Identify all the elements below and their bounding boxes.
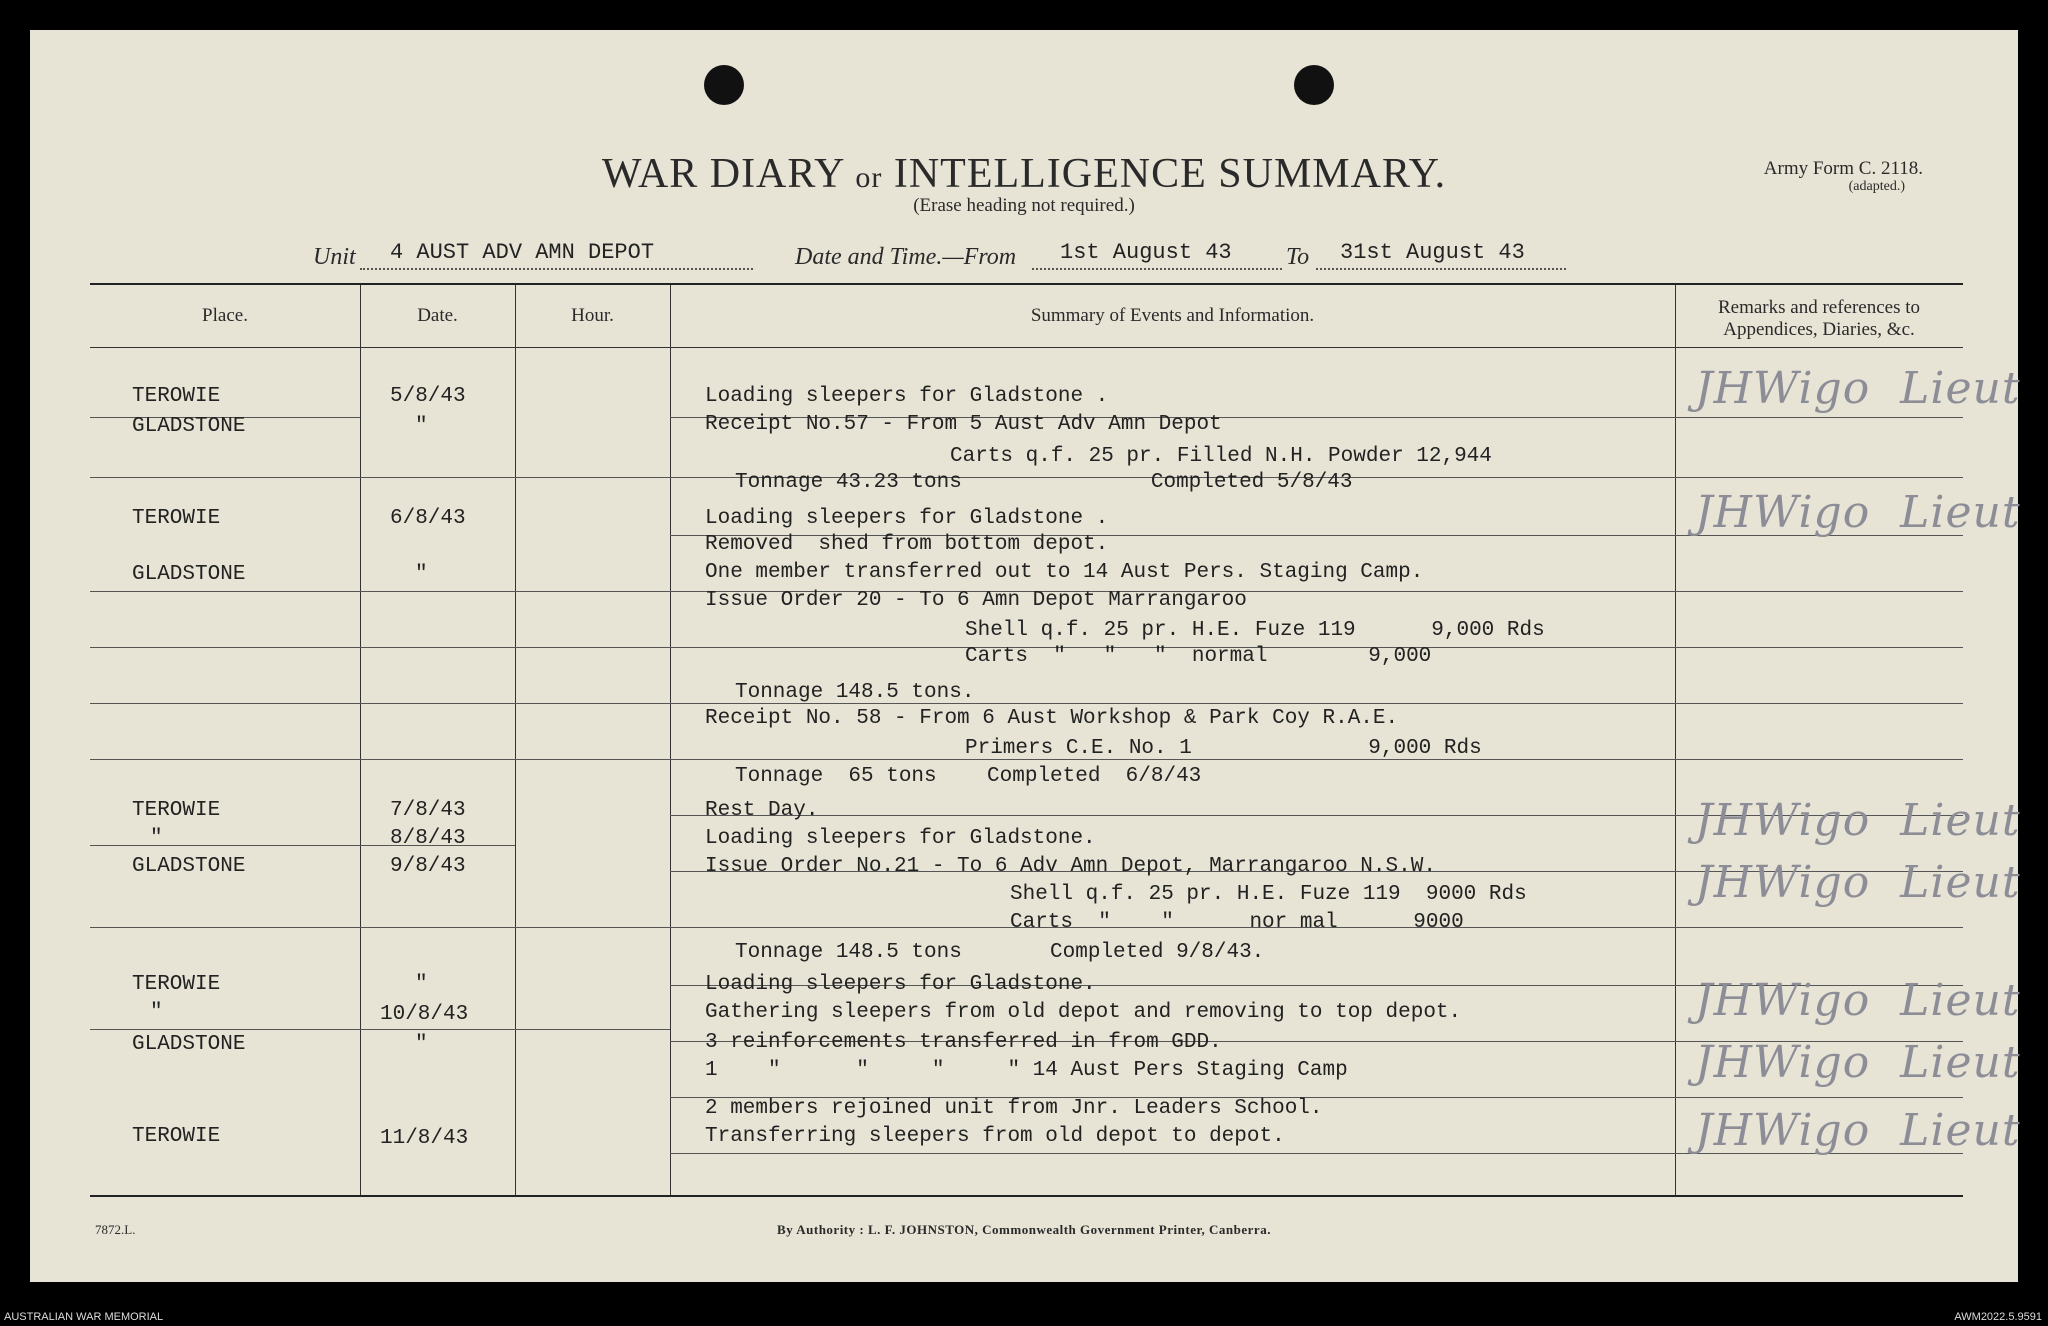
place-cell: TEROWIE <box>132 799 221 822</box>
header-remarks-line-1: Remarks and references to <box>1717 297 1921 318</box>
army-form-label: Army Form C. 2118. <box>1763 158 1923 179</box>
summary-line: Shell q.f. 25 pr. H.E. Fuze 119 9,000 Rds <box>965 619 1545 642</box>
summary-line: Loading sleepers for Gladstone . <box>705 385 1109 408</box>
place-cell: TEROWIE <box>132 1125 221 1148</box>
summary-line: Loading sleepers for Gladstone. <box>705 827 1096 850</box>
date-cell: " <box>415 415 428 438</box>
date-cell: 7/8/43 <box>390 799 466 822</box>
archive-caption-left: AUSTRALIAN WAR MEMORIAL <box>4 1311 164 1323</box>
date-cell: 8/8/43 <box>390 827 466 850</box>
summary-line: Carts q.f. 25 pr. Filled N.H. Powder 12,944 <box>950 445 1492 468</box>
summary-line: Tonnage 65 tons Completed 6/8/43 <box>735 765 1202 788</box>
signature: JHWigo Lieut <box>1695 795 2021 846</box>
place-cell: TEROWIE <box>132 507 221 530</box>
place-cell: GLADSTONE <box>132 563 246 586</box>
summary-line: Receipt No. 58 - From 6 Aust Workshop & Park Coy R.A.E. <box>705 707 1399 730</box>
header-hour: Hour. <box>571 305 614 326</box>
army-form-note: (adapted.) <box>1848 179 1905 194</box>
summary-line: Tonnage 43.23 tons Completed 5/8/43 <box>735 471 1353 494</box>
header-date: Date. <box>417 305 458 326</box>
header-summary: Summary of Events and Information. <box>1030 305 1315 326</box>
punch-hole-left <box>704 65 744 105</box>
signature: JHWigo Lieut <box>1695 1037 2021 1088</box>
form-title <box>30 150 2018 198</box>
date-cell: 10/8/43 <box>380 1003 469 1026</box>
date-time-label: Date and Time.—From <box>795 244 1017 270</box>
summary-line: Tonnage 148.5 tons Completed 9/8/43. <box>735 941 1265 964</box>
summary-line: Receipt No.57 - From 5 Aust Adv Amn Depot <box>705 413 1222 436</box>
date-cell: 5/8/43 <box>390 385 466 408</box>
summary-line: Tonnage 148.5 tons. <box>735 681 975 704</box>
row-rule <box>90 703 1963 704</box>
summary-line: Carts " " " normal 9,000 <box>965 645 1432 668</box>
summary-line: 1 " " " " 14 Aust Pers Staging Camp <box>705 1059 1348 1082</box>
signature: JHWigo Lieut <box>1695 857 2021 908</box>
summary-line: Issue Order No.21 - To 6 Adv Amn Depot, Marrangaroo N.S.W. <box>705 855 1436 878</box>
place-cell: " <box>150 1001 163 1024</box>
place-cell: " <box>150 827 163 850</box>
date-cell: " <box>415 563 428 586</box>
diary-page <box>30 30 2021 1282</box>
diary-table <box>90 283 2021 1197</box>
to-label: To <box>1286 244 1310 270</box>
date-cell: " <box>415 1033 428 1056</box>
summary-line: Loading sleepers for Gladstone . <box>705 507 1109 530</box>
date-cell: 6/8/43 <box>390 507 466 530</box>
army-form-number <box>1764 160 1923 196</box>
place-cell: TEROWIE <box>132 385 221 408</box>
place-cell: GLADSTONE <box>132 855 246 878</box>
signature: JHWigo Lieut <box>1695 363 2021 414</box>
from-value: 1st August 43 <box>1060 240 1232 265</box>
form-subtitle: (Erase heading not required.) <box>913 195 1135 216</box>
punch-hole-right <box>1294 65 1334 105</box>
summary-line: Transferring sleepers from old depot to depot. <box>705 1125 1285 1148</box>
date-cell: 9/8/43 <box>390 855 466 878</box>
title-part-1: WAR DIARY <box>601 151 844 197</box>
column-divider <box>360 285 361 1195</box>
title-or: or <box>855 161 883 194</box>
archive-caption-right: AWM2022.5.9591 <box>1954 1311 2042 1323</box>
to-value: 31st August 43 <box>1340 240 1525 265</box>
column-divider <box>515 285 516 1195</box>
signature: JHWigo Lieut <box>1695 1105 2021 1156</box>
column-divider <box>670 285 671 1195</box>
summary-line: Carts " " nor mal 9000 <box>1010 911 1464 934</box>
title-part-2: INTELLIGENCE SUMMARY. <box>893 151 1447 197</box>
signature: JHWigo Lieut <box>1695 487 2021 538</box>
date-cell: 11/8/43 <box>380 1127 469 1150</box>
place-cell: GLADSTONE <box>132 415 246 438</box>
unit-value: 4 AUST ADV AMN DEPOT <box>390 240 655 265</box>
summary-line: One member transferred out to 14 Aust Pers. Staging Camp. <box>705 561 1424 584</box>
header-remarks <box>1675 297 1963 341</box>
summary-line: Rest Day. <box>705 799 819 822</box>
summary-line: Removed shed from bottom depot. <box>705 533 1109 556</box>
header-place: Place. <box>202 305 248 326</box>
summary-line: Primers C.E. No. 1 9,000 Rds <box>965 737 1482 760</box>
summary-line: 2 members rejoined unit from Jnr. Leaders School. <box>705 1097 1323 1120</box>
summary-line: Loading sleepers for Gladstone. <box>705 973 1096 996</box>
signature: JHWigo Lieut <box>1695 975 2021 1026</box>
printer-authority: By Authority : L. F. JOHNSTON, Commonwealth Government Printer, Canberra. <box>777 1222 1271 1237</box>
header-remarks-line-2: Appendices, Diaries, &c. <box>1723 319 1915 340</box>
row-rule <box>90 1029 670 1030</box>
column-divider <box>1675 285 1676 1195</box>
place-cell: GLADSTONE <box>132 1033 246 1056</box>
form-number: 7872.L. <box>95 1222 136 1237</box>
date-cell: " <box>415 973 428 996</box>
header-rule <box>90 347 1963 348</box>
unit-label: Unit <box>313 244 356 270</box>
summary-line: Gathering sleepers from old depot and removing to top depot. <box>705 1001 1462 1024</box>
place-cell: TEROWIE <box>132 973 221 996</box>
summary-line: Shell q.f. 25 pr. H.E. Fuze 119 9000 Rds <box>1010 883 1527 906</box>
summary-line: 3 reinforcements transferred in from GDD. <box>705 1031 1222 1054</box>
summary-line: Issue Order 20 - To 6 Amn Depot Marrangaroo <box>705 589 1247 612</box>
